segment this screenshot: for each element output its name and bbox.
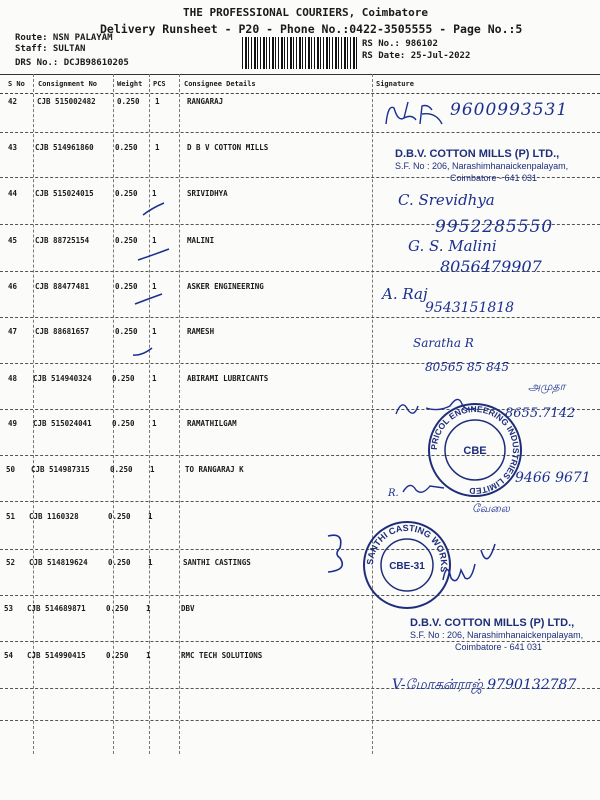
handwritten-name: அமுதா — [528, 380, 566, 393]
signature-scribble — [382, 98, 452, 130]
row-consignment: CJB 514819624 — [29, 558, 88, 567]
rs-date: RS Date: 25-Jul-2022 — [362, 51, 471, 61]
tick-mark — [130, 343, 158, 361]
row-weight: 0.250 — [108, 512, 131, 521]
row-sno: 53 — [4, 604, 14, 613]
row-divider — [0, 595, 600, 596]
row-consignment: CJB 514689871 — [27, 604, 86, 613]
row-consignment: CJB 1160328 — [29, 512, 79, 521]
row-divider — [0, 549, 600, 550]
row-sno: 50 — [6, 465, 16, 474]
row-pcs: 1 — [155, 97, 160, 106]
row-consignee: RANGARAJ — [187, 97, 224, 106]
row-weight: 0.250 — [112, 374, 135, 383]
row-consignee: D B V COTTON MILLS — [187, 143, 269, 152]
row-divider — [0, 317, 600, 318]
row-weight: 0.250 — [115, 189, 138, 198]
row-pcs: 1 — [146, 651, 151, 660]
handwritten-prefix: R. — [388, 488, 399, 499]
handwritten-phone: 9466 9671 — [515, 470, 591, 486]
row-consignment: CJB 515024015 — [35, 189, 94, 198]
row-consignee: RAMATHILGAM — [187, 419, 237, 428]
row-sno: 43 — [8, 143, 18, 152]
row-sno: 44 — [8, 189, 18, 198]
col-consignee: Consignee Details — [184, 80, 256, 88]
handwritten-phone: 80565 85 845 — [425, 360, 509, 374]
row-weight: 0.250 — [106, 651, 129, 660]
runsheet-subtitle: Delivery Runsheet - P20 - Phone No.:0422-3505555 - Page No.:5 — [100, 22, 523, 36]
row-weight: 0.250 — [115, 282, 138, 291]
company-title: THE PROFESSIONAL COURIERS, Coimbatore — [183, 6, 429, 19]
rs-number: RS No.: 986102 — [362, 39, 438, 49]
row-weight: 0.250 — [108, 558, 131, 567]
row-divider — [0, 132, 600, 133]
dbv-stamp-address: S.F. No : 206, Narashimhanaickenpalayam, — [395, 161, 569, 171]
row-sno: 49 — [8, 419, 18, 428]
row-consignment: CJB 88725154 — [35, 236, 90, 245]
handwritten-signature: V-மோகன்ராஜ் 9790132787 — [392, 677, 577, 693]
signature-scribble — [400, 478, 450, 498]
route-label: Route: NSN PALAYAM — [15, 33, 113, 43]
row-divider — [0, 501, 600, 502]
row-sno: 45 — [8, 236, 18, 245]
row-pcs: 1 — [152, 282, 157, 291]
handwritten-phone: 9543151818 — [425, 300, 515, 316]
row-weight: 0.250 — [112, 419, 135, 428]
dbv-stamp-city: Coimbatore - 641 031 — [450, 173, 538, 183]
row-pcs: 1 — [155, 143, 160, 152]
col-consignment: Consignment No — [38, 80, 98, 88]
row-sno: 52 — [6, 558, 16, 567]
row-weight: 0.250 — [115, 236, 138, 245]
col-weight: Weight — [117, 80, 143, 88]
handwritten-name: A. Raj — [382, 285, 428, 303]
row-sno: 51 — [6, 512, 16, 521]
row-consignee: ABIRAMI LUBRICANTS — [187, 374, 269, 383]
handwritten-name: Saratha R — [413, 336, 474, 350]
row-weight: 0.250 — [110, 465, 133, 474]
row-consignee: DBV — [181, 604, 195, 613]
tick-mark — [135, 245, 175, 265]
col-divider — [372, 74, 373, 754]
handwritten-phone: 8655.7142 — [505, 406, 576, 421]
handwritten-phone: 9600993531 — [450, 100, 569, 120]
row-pcs: 1 — [148, 558, 153, 567]
col-sno: S No — [8, 80, 25, 88]
row-consignment: CJB 514987315 — [31, 465, 90, 474]
dbv-stamp-title: D.B.V. COTTON MILLS (P) LTD., — [395, 148, 560, 160]
barcode — [242, 37, 357, 69]
row-sno: 46 — [8, 282, 18, 291]
row-consignment: CJB 514961860 — [35, 143, 94, 152]
row-consignee: MALINI — [187, 236, 215, 245]
row-sno: 48 — [8, 374, 18, 383]
dbv-stamp-title: D.B.V. COTTON MILLS (P) LTD., — [410, 617, 575, 629]
handwritten-name: வேலை — [472, 502, 510, 515]
col-pcs: PCS — [153, 80, 166, 88]
handwritten-phone: 8056479907 — [440, 257, 542, 276]
santhi-stamp-center: CBE-31 — [389, 561, 425, 572]
row-weight: 0.250 — [115, 327, 138, 336]
handwritten-name: C. Srevidhya — [398, 191, 495, 209]
row-consignee: RMC TECH SOLUTIONS — [181, 651, 263, 660]
tick-mark — [140, 200, 170, 220]
row-consignee: TO RANGARAJ K — [185, 465, 244, 474]
row-divider — [0, 363, 600, 364]
row-pcs: 1 — [152, 189, 157, 198]
staff-label: Staff: SULTAN — [15, 44, 86, 54]
row-consignment: CJB 515024041 — [33, 419, 92, 428]
santhi-stamp-ring: SANTHI CASTING WORKS — [364, 522, 450, 573]
row-consignment: CJB 88477481 — [35, 282, 90, 291]
row-divider — [0, 720, 600, 721]
row-pcs: 1 — [146, 604, 151, 613]
row-sno: 54 — [4, 651, 14, 660]
row-weight: 0.250 — [115, 143, 138, 152]
row-weight: 0.250 — [117, 97, 140, 106]
handwritten-phone: 9952285550 — [435, 217, 554, 237]
dbv-stamp — [395, 148, 568, 184]
signature-scribble — [435, 540, 505, 590]
row-consignment: CJB 514940324 — [33, 374, 92, 383]
row-sno: 42 — [8, 97, 18, 106]
col-signature: Signature — [376, 80, 414, 88]
row-consignee: SRIVIDHYA — [187, 189, 228, 198]
row-sno: 47 — [8, 327, 18, 336]
row-pcs: 1 — [152, 327, 157, 336]
row-weight: 0.250 — [106, 604, 129, 613]
signature-scribble — [322, 528, 352, 578]
row-consignee: ASKER ENGINEERING — [187, 282, 264, 291]
row-consignment: CJB 88681657 — [35, 327, 90, 336]
row-consignment: CJB 514990415 — [27, 651, 86, 660]
dbv-stamp — [410, 617, 583, 653]
row-consignment: CJB 515002482 — [37, 97, 96, 106]
pricol-stamp-ring: PRICOL ENGINEERING INDUSTRIES LIMITED — [428, 403, 522, 497]
row-pcs: 1 — [152, 374, 157, 383]
dbv-stamp-city: Coimbatore - 641 031 — [455, 642, 543, 652]
drs-number: DRS No.: DCJB98610205 — [15, 58, 129, 68]
col-divider — [179, 74, 180, 754]
row-pcs: 1 — [150, 465, 155, 474]
row-consignee: SANTHI CASTINGS — [183, 558, 251, 567]
dbv-stamp-address: S.F. No : 206, Narashimhanaickenpalayam, — [410, 630, 584, 640]
handwritten-name: G. S. Malini — [408, 237, 497, 255]
row-pcs: 1 — [148, 512, 153, 521]
row-pcs: 1 — [152, 236, 157, 245]
row-pcs: 1 — [152, 419, 157, 428]
tick-mark — [132, 290, 168, 308]
pricol-stamp-center: CBE — [463, 445, 487, 457]
table-header — [0, 74, 600, 94]
row-consignee: RAMESH — [187, 327, 215, 336]
